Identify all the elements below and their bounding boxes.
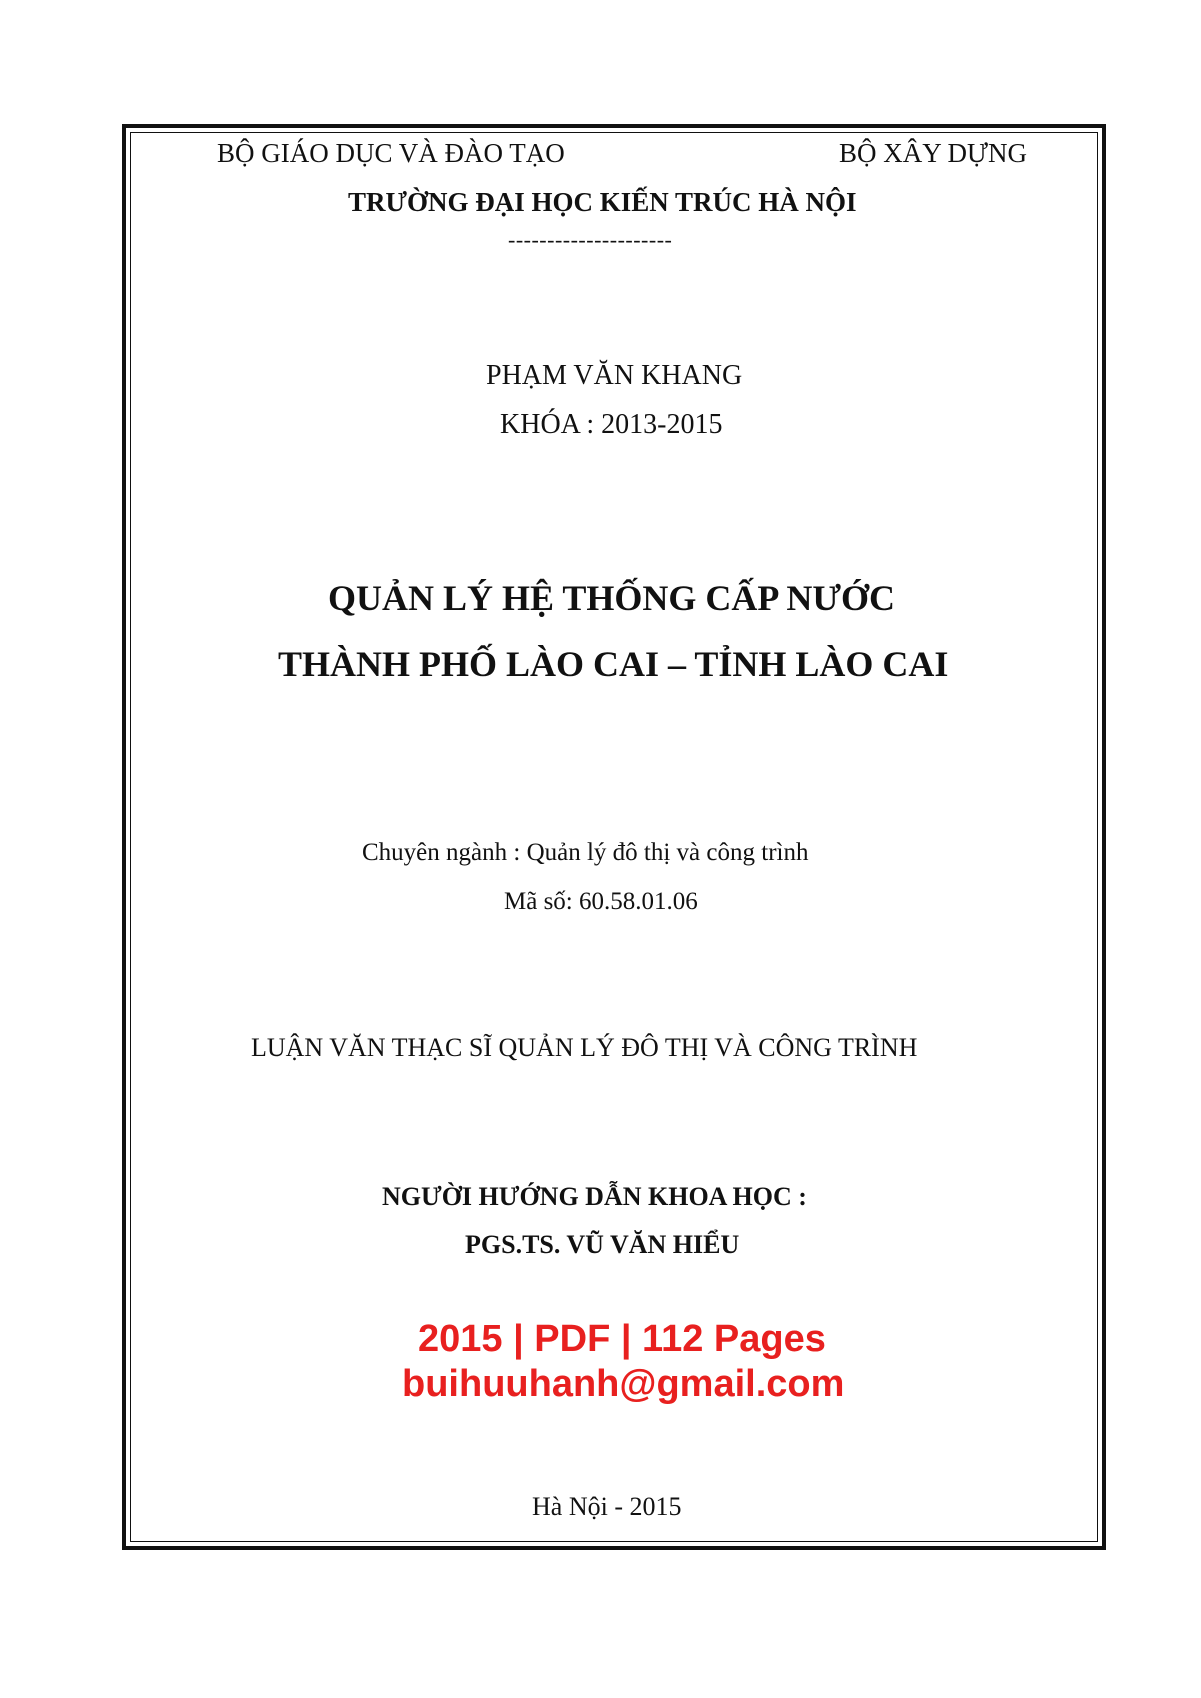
course-years: KHÓA : 2013-2015 xyxy=(500,409,723,440)
author-name: PHẠM VĂN KHANG xyxy=(486,360,743,391)
place-date: Hà Nội - 2015 xyxy=(532,1492,682,1521)
degree-label: LUẬN VĂN THẠC SĨ QUẢN LÝ ĐÔ THỊ VÀ CÔNG TRÌNH xyxy=(251,1033,918,1062)
thesis-title-line-1: QUẢN LÝ HỆ THỐNG CẤP NƯỚC xyxy=(328,578,896,618)
advisor-label: NGƯỜI HƯỚNG DẪN KHOA HỌC : xyxy=(382,1182,807,1211)
university-name: TRƯỜNG ĐẠI HỌC KIẾN TRÚC HÀ NỘI xyxy=(348,187,857,217)
header-divider: --------------------- xyxy=(508,227,673,252)
ministry-construction-label: BỘ XÂY DỰNG xyxy=(839,138,1027,168)
watermark-pages: 2015 | PDF | 112 Pages xyxy=(418,1318,826,1360)
thesis-title-line-2: THÀNH PHỐ LÀO CAI – TỈNH LÀO CAI xyxy=(278,644,949,684)
advisor-name: PGS.TS. VŨ VĂN HIỂU xyxy=(465,1230,740,1259)
major-label: Chuyên ngành : Quản lý đô thị và công trình xyxy=(362,839,809,866)
watermark-email: buihuuhanh@gmail.com xyxy=(402,1363,845,1405)
ministry-education-label: BỘ GIÁO DỤC VÀ ĐÀO TẠO xyxy=(217,138,565,168)
program-code: Mã số: 60.58.01.06 xyxy=(504,888,698,915)
